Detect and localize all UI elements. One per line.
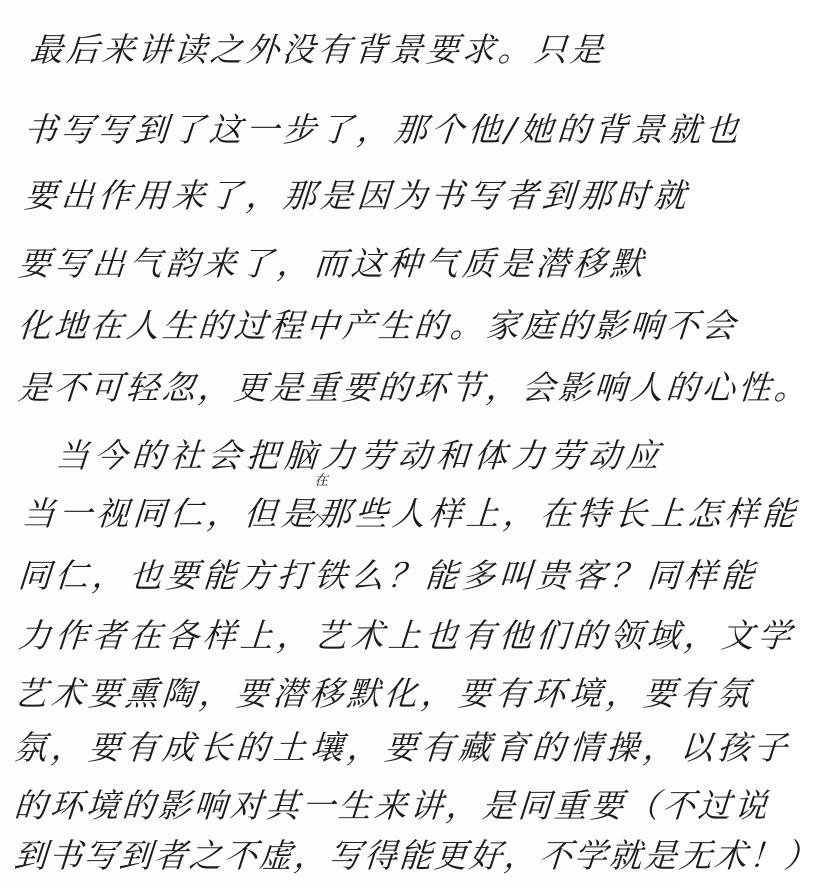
text-line-14-content: 到书写到者之不虚，写得能更好，不学就是无术！） [12, 836, 821, 875]
text-line-3-content: 要出作用来了，那是因为书写者到那时就 [22, 176, 692, 215]
text-line-11 [0, 666, 756, 722]
text-line-4-content: 要写出气韵来了，而这种气质是潜移默 [16, 244, 649, 283]
text-line-6 [0, 360, 812, 416]
text-line-11-content: 艺术要熏陶，要潜移默化，要有环境，要有氛 [12, 674, 756, 713]
text-line-2 [0, 102, 744, 158]
text-line-8 [0, 486, 801, 542]
text-line-10 [0, 608, 797, 664]
text-line-5-content: 化地在人生的过程中产生的。家庭的影响不会 [16, 306, 740, 345]
text-line-1-content: 最后来讲读之外没有背景要求。只是 [28, 30, 608, 69]
text-line-5 [0, 298, 740, 354]
text-line-7-content: 当今的社会把脑力劳动和体力劳动应 [54, 436, 666, 475]
text-line-3 [0, 168, 706, 224]
text-line-13-content: 的环境的影响对其一生来讲，是同重要（不过说 [12, 786, 772, 825]
text-line-9 [0, 548, 760, 604]
text-line-8-content: 当一视同仁，但是那些人样上，在特长上怎样能 [20, 494, 801, 533]
text-line-14 [0, 828, 821, 884]
text-line-6-content: 是不可轻忽，更是重要的环节，会影响人的心性。 [16, 368, 812, 407]
text-line-12 [0, 720, 793, 776]
insertion-mark-text: 在 [314, 473, 328, 489]
text-line-4 [0, 236, 700, 292]
text-line-10-content: 力作者在各样上，艺术上也有他们的领域，文学 [16, 616, 797, 655]
text-line-9-content: 同仁，也要能方打铁么？能多叫贵客？同样能 [16, 556, 760, 595]
text-line-2-content: 书写写到了这一步了，那个他/她的背景就也 [22, 110, 744, 149]
text-line-12-content: 氛，要有成长的土壤，要有藏育的情操，以孩子 [12, 728, 793, 767]
text-line-7 [0, 428, 738, 484]
text-line-1 [0, 22, 712, 78]
text-line-13 [0, 778, 772, 834]
